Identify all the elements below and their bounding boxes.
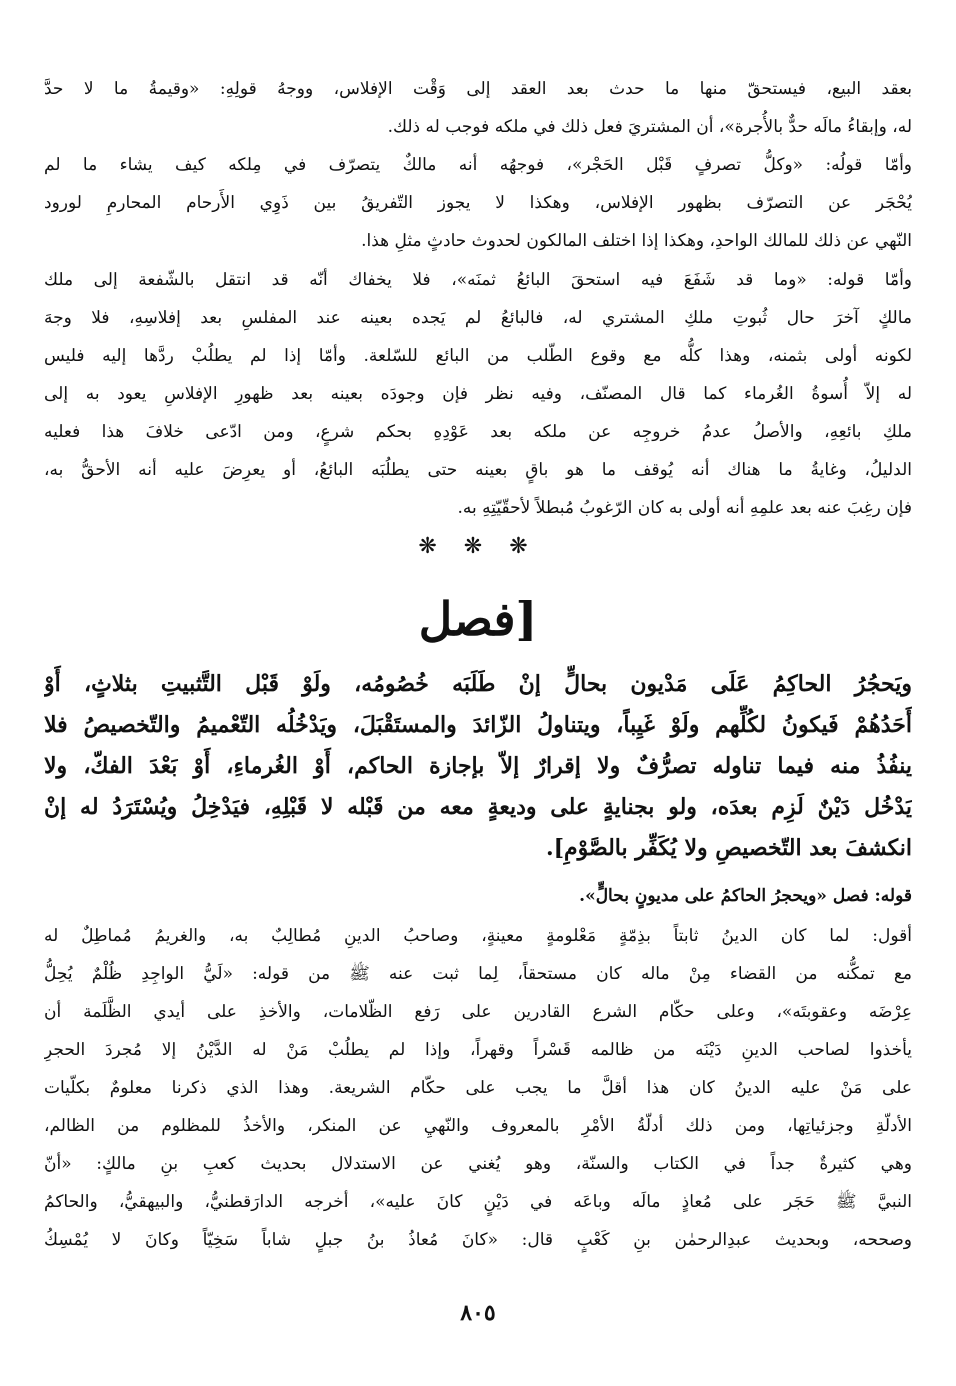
matn-line: أَحَدُهُمْ فَيكونُ لكُلِّهم ولَوْ غَيِباً، ويتناولُ الزّائدَ والمستَقْبَلَ، ويَدْخُلُه التّعْميمُ والتّخصيصُ فلا [44, 712, 912, 738]
text-line: وصححه، وبحديث عبدِالرحمٰن بنِ كَعْبٍ قال: «كانَ مُعاذُ بنُ جبلٍ شاباً سَخِيّاً وكانَ لا يُمْسِكُ [44, 1230, 912, 1250]
text-line: يُحْجَر عن التصرّف بظهور الإفلاس، وهكذا لا يجوز التّفريقُ بين ذَوِي الأَرحام المحارمِ لورود [44, 193, 912, 213]
text-line: مع تمكُّنه من القضاء مِنْ ماله كان مستحقاً، لِما ثبت عنه ﷺ من قوله: «لَيُّ الواجِدِ ظُلْمٌ يُحِلُّ [44, 964, 912, 984]
text-line: أقول: لما كان الدينُ ثابتاً بذِمّةٍ مَعْلومةٍ معينةٍ، وصاحبُ الدينِ مُطالِبٌ به، والغريمُ مُماطِلٌ له [44, 926, 912, 946]
matn-line: يَدْخُل دَيْنٌ لَزِم بعدَه، ولو بجنايةٍ على وديعةٍ معه من قَبْله لا قَبْلِهِ، فيَدْخِلُ ويُسْتَرَدُ له إنْ [44, 794, 912, 820]
text-line: الدليلُ، وغايةُ ما هناك أنه يُوقف ما هو باقٍ بعينه حتى يطلُبَه البائعُ، أو يعرِضَ عليه أنه الأحقُّ به، [44, 460, 912, 480]
text-line: ملكِ بائعِهِ، والأصلُ عدمُ خروجِه عن ملكه بعد عَوْدِهِ بحكم شرعٍ، ومن ادّعى خلافَ هذا فعليه [44, 422, 912, 442]
commentary-paragraph-3 [44, 261, 912, 527]
text-line: لكونه أولى بثمنه، وهذا كلُّه مع وقوع الطّلب من البائع للسّلعة. وأمّا إذا لم يطلُبْ ردَّها إليه فليس [44, 346, 912, 366]
section-separator: ❋ ❋ ❋ [418, 534, 538, 559]
text-line: وأمّا قوله: «وما قد شَفَعَ فيه استحقَ البائعُ ثمنَه»، فلا يخفاك أنّه قد انتقل بالشّفعة إلى ملك [44, 270, 912, 290]
matn-line: انكشفَ بعد التّخصيصِ ولا يُكَفِّر بالصَّوْمِ]. [545, 835, 912, 861]
commentary-paragraph-1 [44, 70, 912, 146]
section-heading: [فصل [418, 592, 538, 646]
text-line: له إلاّ أُسوةُ الغُرماء كما قال المصنّف، وفيه نظر فإن وجودَه بعينه بعد ظهورِ الإفلاسِ يعود به إلى [44, 384, 912, 404]
text-line: يأخذوا لصاحب الدينِ دَيْنَه من ظالمه قَسْراً وقهراً، وإذا لم يطلُبْ مَنْ له الدَّيْنُ إلا مُجردَ الحجرِ [44, 1040, 912, 1060]
matn-line: ويَحجُرُ الحاكِمُ عَلَى مَدْيون بحالٍّ إنْ طَلَبَه خُصُومُه، ولَوْ قَبْل التَّثبيتِ بثلاثٍ، أَوْ [44, 671, 912, 697]
commentary-paragraph-4 [44, 917, 912, 1259]
text-line: وهي كثيرةٌ جداً في الكتاب والسنّة، وهو يُغني عن الاستدلال بحديث كعبِ بنِ مالكٍ: «أنّ [44, 1154, 912, 1174]
text-line: وأمّا قولُه: «وكلُّ تصرفٍ قَبْل الحَجْر»، فوجهُه أنه مالكٌ يتصرّف في مِلكه كيف يشاء ما لم [44, 155, 912, 175]
text-line: النبيَّ ﷺ حَجَر على مُعاذٍ مالَه وباعَه في دَيْنٍ كانَ عليه»، أخرجه الدارَقطنيُّ، والبيهقيُّ، والحاكمُ [44, 1192, 912, 1212]
text-line: مالكٍ آخرَ حال ثُبوتِ ملكِ المشتري له، فالبائعُ لم يَجده بعينه عند المفلسِ بعد إفلاسِهِ، فلا وجهَ [44, 308, 912, 328]
qawluhu-heading: قوله: فصل «ويحجرُ الحاكمُ على مديونٍ بحالٍّ». [579, 886, 912, 906]
text-line: له، وإبقاءُ مالَه حدٌّ بالأُجرة»، أن المشتريَ فعل ذلك في ملكه فوجب له ذلك. [387, 117, 912, 137]
quote-line [44, 877, 912, 915]
text-line: بعقد البيع، فيستحقّ منها ما حدث بعد العقد إلى وَقْت الإفلاس، ووجهُ قولِهِ: «وقيمةُ ما لا حدَّ [44, 79, 912, 99]
text-line: فإن رغِبَ عنه بعد علمِهِ أنه أولى به كان الرّغوبُ مُبطلاً لأحقّيّتِهِ به. [457, 498, 912, 518]
text-line: على مَنْ عليه الدينُ كان هذا أقلَّ ما يجب على حكّام الشريعة. وهذا الذي ذكرنا معلومٌ بكلّيات [44, 1078, 912, 1098]
matn-text [44, 664, 912, 869]
matn-line: ينفُذُ منه فيما تناوله تصرُّفٌ ولا إقرارٌ إلاّ بإجازة الحاكم، أَوْ الغُرماءِ، أَوْ بَعْدَ الفكّ، ولا [44, 753, 912, 779]
text-line: الأدلّةِ وجزئياتِها، ومن ذلك أدلّةُ الأمْرِ بالمعروف والنّهيِ عن المنكر، والأخذُ للمظلوم من الظالم، [44, 1116, 912, 1136]
page-number: ٨٠٥ [460, 1300, 496, 1326]
text-line: عِرْضَه وعقوبتَه»، وعلى حكّام الشرع القادرين على رَفع الظّلامات، والأخذِ على أيدي الظَّلَمة أن [44, 1002, 912, 1022]
text-line: النّهي عن ذلك للمالك الواحدِ، وهكذا إذا اختلف المالكون لحدوث حادثٍ مثلِ هذا. [361, 231, 912, 251]
commentary-paragraph-2 [44, 146, 912, 260]
